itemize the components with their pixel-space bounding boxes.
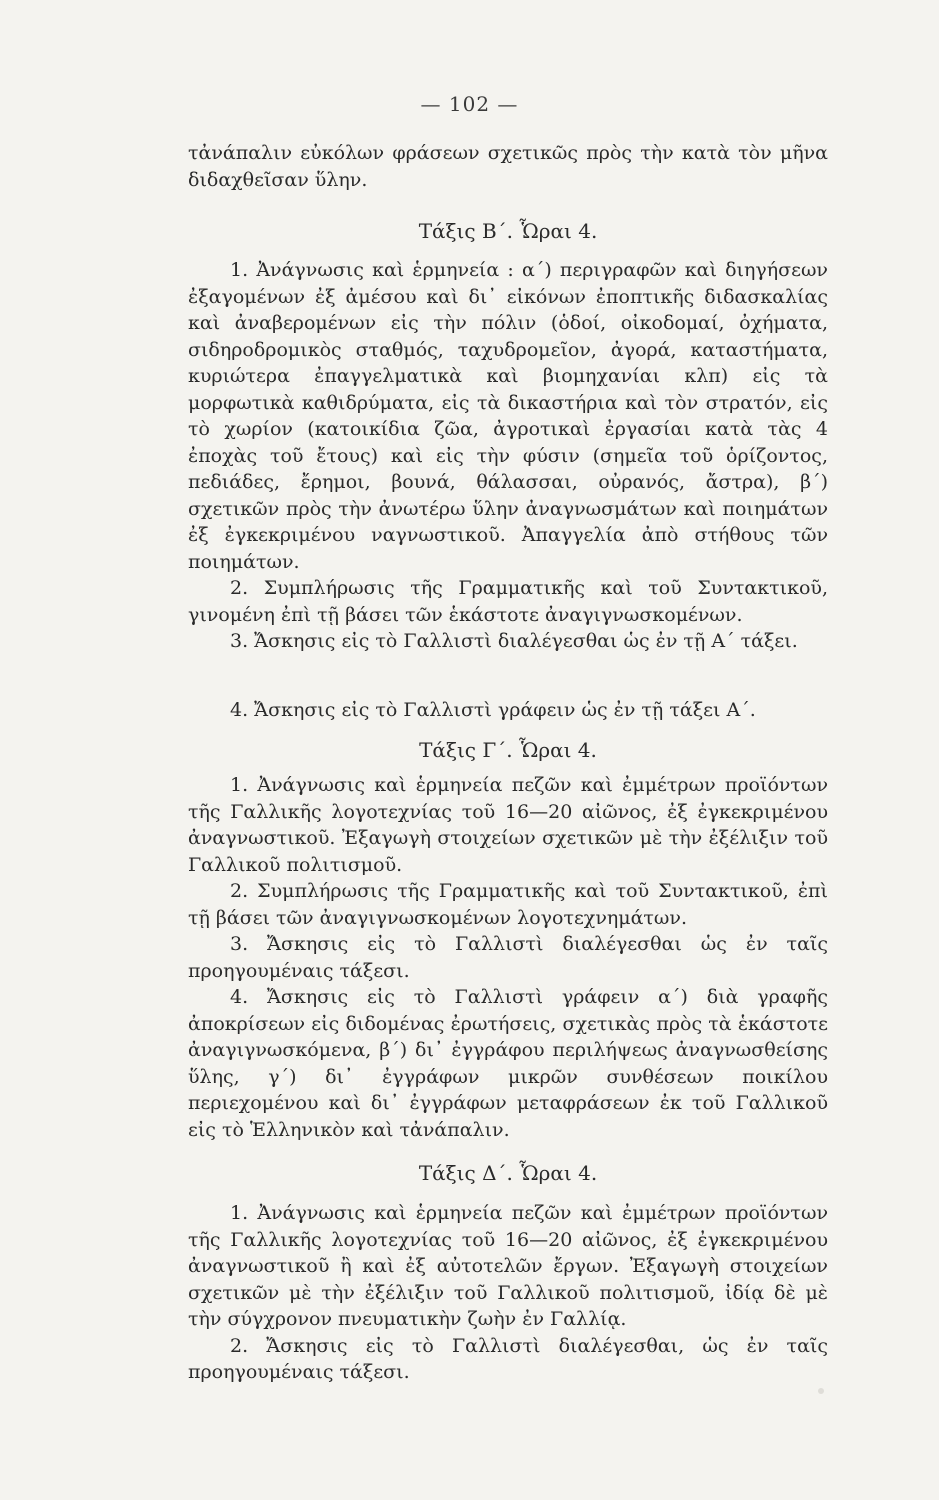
class-b-item-3: 3. Ἄσκησις εἰς τὸ Γαλλιστὶ διαλέγεσθαι ὡς ἐν τῇ Α΄ τάξει. — [230, 630, 798, 652]
intro-paragraph — [188, 140, 828, 193]
class-d-section — [188, 1200, 828, 1386]
class-c-heading: Τάξις Γ΄. Ὧραι 4. — [419, 738, 597, 762]
class-c-item-4: 4. Ἄσκησις εἰς τὸ Γαλλιστὶ γράφειν α΄) διὰ γραφῆς ἀποκρίσεων εἰς διδομένας ἐρωτήσεις, σχετικὰς πρὸς τὰ ἑκάστοτε ἀναγιγνωσκόμενα, β΄) δι᾽ ἐγγράφου περιλήψεως ἀναγνωσθείσης ὕλης, γ΄) δι᾽ ἐγγράφων μικρῶν συνθέσεων ποικίλου περιεχομένου καὶ δι᾽ ἐγγράφων μεταφράσεων ἐκ τοῦ Γαλλικοῦ εἰς τὸ Ἑλληνικὸν καὶ τἀνάπαλιν. — [188, 986, 828, 1141]
class-b-heading: Τάξις Β΄. Ὧραι 4. — [418, 219, 598, 243]
class-b-section — [188, 257, 828, 655]
class-c-item-3: 3. Ἄσκησις εἰς τὸ Γαλλιστὶ διαλέγεσθαι ὡς ἐν ταῖς προηγουμέναις τάξεσι. — [188, 933, 828, 982]
class-c-item-2: 2. Συμπλήρωσις τῆς Γραμματικῆς καὶ τοῦ Συντακτικοῦ, ἐπὶ τῇ βάσει τῶν ἀναγιγνωσκομένων λογοτεχνημάτων. — [188, 880, 828, 929]
class-b-item-4-block — [188, 697, 828, 724]
class-b-item-1: 1. Ἀνάγνωσις καὶ ἑρμηνεία : α΄) περιγραφῶν καὶ διηγήσεων ἐξαγομένων ἐξ ἀμέσου καὶ δι᾽ εἰκόνων ἐποπτικῆς διδασκαλίας καὶ ἀναβερομένων εἰς τὴν πόλιν (ὁδοί, οἰκοδομαί, ὀχήματα, σιδηροδρομικὸς σταθμός, ταχυδρομεῖον, ἀγορά, καταστήματα, κυριώτερα ἐπαγγελματικὰ καὶ βιομηχανίαι κλπ) εἰς τὰ μορφωτικὰ καθιδρύματα, εἰς τὰ δικαστήρια καὶ τὸν στρατόν, εἰς τὸ χωρίον (κατοικίδια ζῶα, ἀγροτικαὶ ἐργασίαι κατὰ τὰς 4 ἐποχὰς τοῦ ἔτους) καὶ εἰς τὴν φύσιν (σημεῖα τοῦ ὁρίζοντος, πεδιάδες, ἔρημοι, βουνά, θάλασσαι, οὐρανός, ἄστρα), β΄) σχετικῶν πρὸς τὴν ἀνωτέρω ὕλην ἀναγνωσμάτων καὶ ποιημάτων ἐξ ἐγκεκριμένου ναγνωστικοῦ. Ἀπαγγελία ἀπὸ στήθους τῶν ποιημάτων. — [188, 259, 828, 573]
class-c-section — [188, 772, 828, 1143]
paper-spot — [818, 1388, 824, 1394]
intro-text: τἀνάπαλιν εὐκόλων φράσεων σχετικῶς πρὸς τὴν κατὰ τὸν μῆνα διδαχθεῖσαν ὕλην. — [188, 142, 828, 191]
class-d-item-1: 1. Ἀνάγνωσις καὶ ἑρμηνεία πεζῶν καὶ ἐμμέτρων προϊόντων τῆς Γαλλικῆς λογοτεχνίας τοῦ 16—20 αἰῶνος, ἐξ ἐγκεκριμένου ἀναγνωστικοῦ ἢ καὶ ἐξ αὐτοτελῶν ἔργων. Ἐξαγωγὴ στοιχείων σχετικῶν μὲ τὴν ἐξέλιξιν τοῦ Γαλλικοῦ πολιτισμοῦ, ἰδίᾳ δὲ μὲ τὴν σύγχρονον πνευματικὴν ζωὴν ἐν Γαλλίᾳ. — [188, 1202, 828, 1330]
class-d-heading: Τάξις Δ΄. Ὧραι 4. — [418, 1161, 598, 1185]
class-b-item-4: 4. Ἄσκησις εἰς τὸ Γαλλιστὶ γράφειν ὡς ἐν τῇ τάξει Α΄. — [230, 699, 756, 721]
class-c-item-1: 1. Ἀνάγνωσις καὶ ἑρμηνεία πεζῶν καὶ ἐμμέτρων προϊόντων τῆς Γαλλικῆς λογοτεχνίας τοῦ 16—20 αἰῶνος, ἐξ ἐγκεκριμένου ἀναγνωστικοῦ. Ἐξαγωγὴ στοιχείων σχετικῶν μὲ τὴν ἐξέλιξιν τοῦ Γαλλικοῦ πολιτισμοῦ. — [188, 774, 828, 876]
page-number: — 102 — — [420, 92, 519, 116]
class-d-item-2: 2. Ἄσκησις εἰς τὸ Γαλλιστὶ διαλέγεσθαι, ὡς ἐν ταῖς προηγουμέναις τάξεσι. — [188, 1334, 828, 1383]
class-b-item-2: 2. Συμπλήρωσις τῆς Γραμματικῆς καὶ τοῦ Συντακτικοῦ, γινομένη ἐπὶ τῇ βάσει τῶν ἑκάστοτε ἀναγιγνωσκομένων. — [188, 577, 828, 626]
